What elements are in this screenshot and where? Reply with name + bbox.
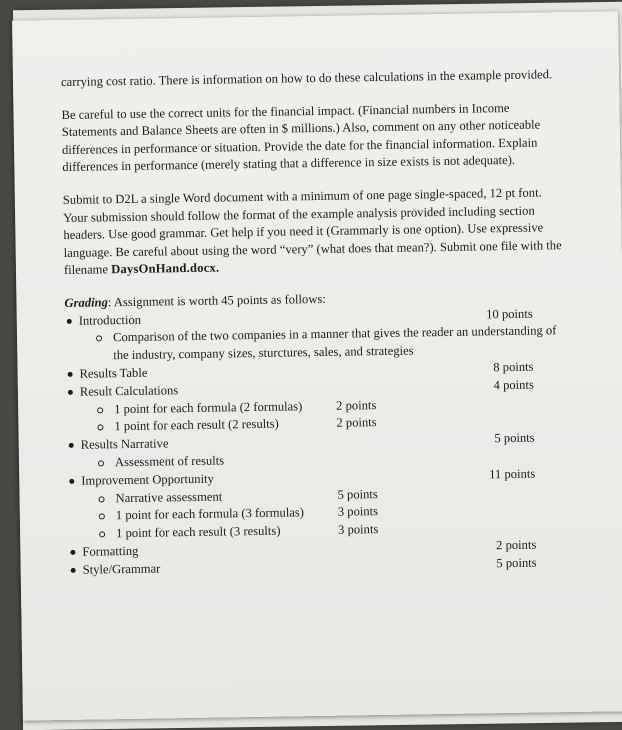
- item-label: Introduction: [79, 311, 142, 330]
- item-points: 10 points: [486, 305, 533, 323]
- grading-label: Grading: [64, 295, 108, 310]
- item-points: 2 points: [336, 397, 377, 415]
- item-label: 1 point for each result (3 results): [116, 523, 281, 543]
- item-points: 4 points: [493, 376, 534, 394]
- item-points: 5 points: [496, 554, 537, 572]
- item-points: 3 points: [338, 521, 379, 539]
- item-points: 5 points: [337, 486, 378, 504]
- item-label: Style/Grammar: [83, 560, 161, 579]
- grading-intro: : Assignment is worth 45 points as follows:: [108, 292, 326, 309]
- document-page: [12, 11, 622, 720]
- paragraph-units: Be careful to use the correct units for the financial impact. (Financial numbers in Income Statements and Balance Sheets are often in $ millions.) Also, comment on any other noticeable differences in performance or situation. Provide the date for the financial information. Explain differences in performance (merely stating that a difference in size exists is not adequate).: [61, 99, 566, 177]
- grading-list: [65, 305, 573, 580]
- item-points: 8 points: [493, 359, 534, 377]
- submission-filename: DaysOnHand.docx.: [111, 261, 219, 277]
- item-label: Comparison of the two companies in a manner that gives the reader an understanding of the industry, company sizes, sturctures, sales, and strategies: [113, 322, 571, 364]
- item-points: 2 points: [336, 414, 377, 432]
- item-label: 1 point for each formula (2 formulas): [114, 398, 302, 419]
- document-content: [61, 66, 573, 579]
- item-label: Formatting: [82, 543, 138, 561]
- item-label: Results Table: [79, 365, 147, 384]
- item-label: Assessment of results: [115, 452, 224, 471]
- item-label: 1 point for each formula (3 formulas): [116, 505, 304, 526]
- item-points: 11 points: [489, 465, 535, 483]
- paragraph-submission: [63, 184, 568, 280]
- item-label: 1 point for each result (2 results): [114, 416, 279, 436]
- item-label: Improvement Opportunity: [81, 470, 214, 490]
- submission-text: Submit to D2L a single Word document with a minimum of one page single-spaced, 12 pt font. Your submission should follow the format of the example analysis provided including section headers. Use good grammar. Get help if you need it (Grammarly is one option). Use expressive language. Be careful about using the word “very” (what does that mean?). Submit one file with the filename: [63, 185, 562, 277]
- item-label: Results Narrative: [81, 435, 169, 454]
- item-points: 5 points: [494, 430, 535, 448]
- item-label: Result Calculations: [80, 382, 179, 401]
- item-points: 2 points: [496, 536, 537, 554]
- item-points: 3 points: [338, 503, 379, 521]
- paragraph-carrying-cost: carrying cost ratio. There is information on how to do these calculations in the example provided.: [61, 66, 565, 92]
- item-label: Narrative assessment: [115, 488, 222, 507]
